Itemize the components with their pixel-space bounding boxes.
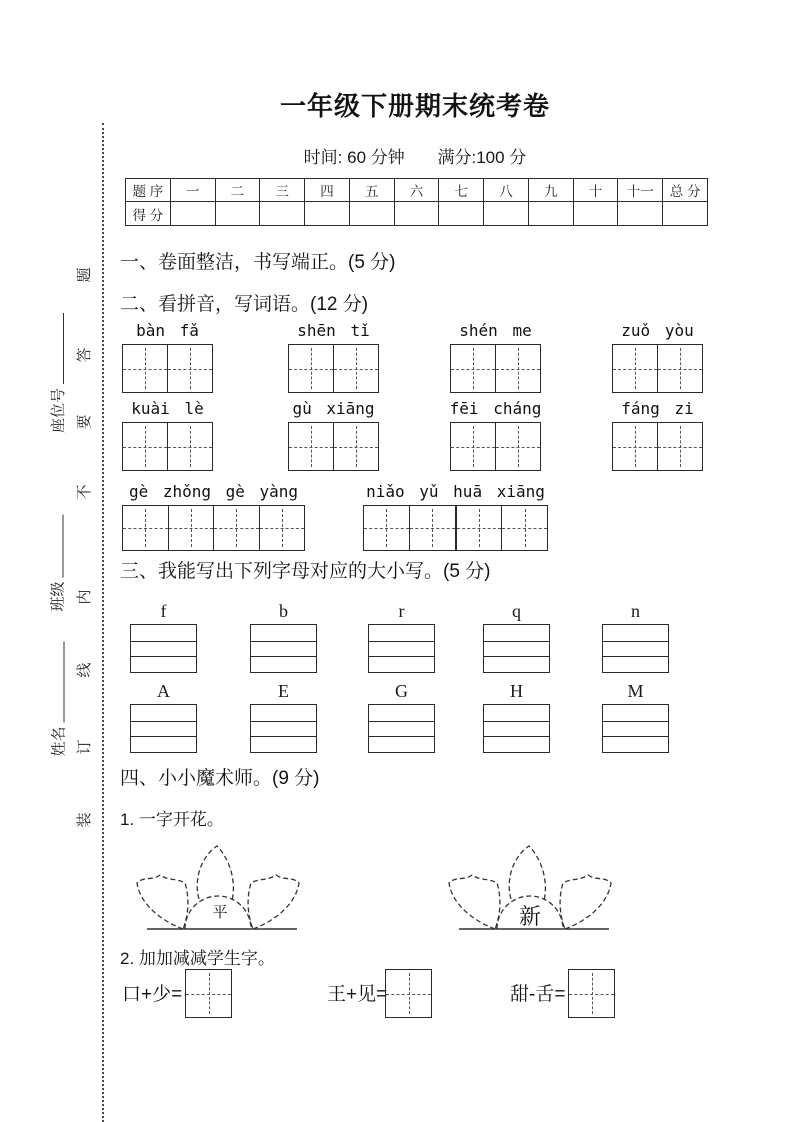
equation-text: 王+见= — [327, 984, 388, 1005]
pinyin-label: kuài lè — [131, 399, 204, 418]
seat-number-label: 座位号 — [50, 387, 67, 433]
pinyin-item — [450, 320, 541, 393]
score-cell — [215, 202, 260, 226]
letter-item — [130, 600, 197, 673]
binding-char: 装 — [76, 812, 93, 828]
writing-grid — [288, 422, 379, 471]
column-header: 六 — [394, 179, 439, 202]
writing-cell — [123, 423, 167, 470]
letter-answer-box — [250, 704, 317, 753]
letter-label: b — [279, 601, 288, 621]
pinyin-label: fáng zi — [621, 399, 694, 418]
letter-answer-box — [483, 624, 550, 673]
binding-char: 要 — [76, 414, 93, 430]
seat-number-blank — [63, 313, 64, 384]
name-label: 姓名 — [50, 726, 68, 757]
pinyin-item — [288, 398, 379, 471]
letter-label: r — [398, 601, 405, 621]
score-label: 得 分 — [126, 202, 171, 226]
score-cell — [305, 202, 350, 226]
letter-label: E — [278, 681, 289, 701]
equation-text: 口+少= — [122, 984, 183, 1005]
writing-cell — [259, 506, 305, 550]
letter-item — [130, 680, 197, 753]
pinyin-item — [288, 320, 379, 393]
letter-label: M — [627, 681, 644, 701]
writing-cell — [167, 345, 212, 392]
score-row — [126, 202, 708, 226]
pinyin-label: bàn fǎ — [136, 321, 199, 340]
pinyin-label: zuǒ yòu — [621, 321, 694, 340]
letter-item — [368, 680, 435, 753]
class-label: 班级 — [49, 581, 67, 612]
writing-grid — [288, 344, 379, 393]
writing-cell — [333, 423, 378, 470]
flower-petal — [560, 875, 611, 929]
writing-cell — [168, 506, 214, 550]
pinyin-item — [122, 320, 213, 393]
column-header: 七 — [439, 179, 484, 202]
score-cell — [573, 202, 618, 226]
writing-grid — [612, 344, 703, 393]
writing-cell — [495, 345, 540, 392]
writing-grid — [450, 422, 541, 471]
letter-item — [483, 600, 550, 673]
letter-item — [602, 680, 669, 753]
class-field — [46, 515, 68, 612]
writing-cell — [613, 345, 657, 392]
question-order-label: 题 序 — [126, 179, 171, 202]
writing-cell — [451, 345, 495, 392]
letter-answer-box — [483, 704, 550, 753]
score-cell — [528, 202, 573, 226]
section-3-title: 三、我能写出下列字母对应的大小写。(5 分) — [120, 561, 491, 582]
letter-label: f — [160, 601, 167, 621]
pinyin-label: shén me — [459, 321, 532, 340]
letter-answer-box — [130, 704, 197, 753]
letter-answer-box — [130, 624, 197, 673]
score-cell — [170, 202, 215, 226]
score-cell — [618, 202, 663, 226]
column-header: 三 — [260, 179, 305, 202]
class-blank — [63, 515, 64, 578]
column-header: 十 — [573, 179, 618, 202]
binding-char: 题 — [76, 267, 93, 283]
letter-label: G — [395, 681, 408, 701]
pinyin-item — [122, 481, 305, 551]
binding-char: 不 — [76, 484, 93, 500]
seat-number-field — [46, 313, 68, 433]
letter-item — [483, 680, 550, 753]
column-header: 十一 — [618, 179, 663, 202]
score-cell — [394, 202, 439, 226]
equation-answer-cell — [385, 969, 432, 1018]
writing-grid — [122, 422, 213, 471]
pinyin-label: gè zhǒng gè yàng — [128, 482, 299, 501]
binding-char: 线 — [76, 662, 93, 678]
binding-char: 内 — [76, 589, 93, 605]
writing-cell — [409, 506, 455, 550]
binding-dotted-line — [102, 123, 104, 1122]
writing-cell — [495, 423, 540, 470]
letter-answer-box — [250, 624, 317, 673]
equation-text: 甜-舌= — [510, 984, 566, 1005]
time-info: 时间: 60 分钟 — [303, 148, 405, 167]
writing-cell — [613, 423, 657, 470]
score-cell — [260, 202, 305, 226]
score-cell — [349, 202, 394, 226]
flower-petal — [509, 846, 545, 901]
writing-grid — [122, 344, 213, 393]
letter-label: A — [157, 681, 170, 701]
writing-grid — [363, 505, 548, 551]
pinyin-label: gù xiāng — [292, 399, 375, 418]
question-number-row — [126, 179, 708, 202]
binding-char: 答 — [76, 347, 93, 363]
pinyin-item — [612, 398, 703, 471]
writing-cell — [289, 423, 333, 470]
section-2-title: 二、看拼音，写词语。(12 分) — [120, 294, 369, 315]
letter-answer-box — [602, 624, 669, 673]
section-4-item-1: 1. 一字开花。 — [120, 810, 224, 829]
flower-petal — [197, 846, 233, 901]
writing-cell — [289, 345, 333, 392]
equation-answer-cell — [568, 969, 615, 1018]
pinyin-label: fēi cháng — [449, 399, 542, 418]
writing-cell — [364, 506, 409, 550]
letter-item — [250, 680, 317, 753]
column-header: 八 — [484, 179, 529, 202]
section-4-item-2: 2. 加加减减学生字。 — [120, 949, 275, 968]
letter-label: H — [510, 681, 523, 701]
letter-answer-box — [368, 704, 435, 753]
flower-petal — [248, 875, 299, 929]
letter-item — [250, 600, 317, 673]
page-title: 一年级下册期末统考卷 — [279, 91, 550, 121]
pinyin-item — [450, 398, 541, 471]
letter-item — [368, 600, 435, 673]
full-score-info: 满分:100 分 — [437, 148, 527, 167]
writing-cell — [657, 423, 702, 470]
letter-item — [602, 600, 669, 673]
letter-answer-box — [602, 704, 669, 753]
column-header: 总 分 — [663, 179, 708, 202]
pinyin-item — [612, 320, 703, 393]
name-field — [47, 642, 69, 757]
score-table — [125, 178, 708, 226]
flower-seed-char: 平 — [212, 904, 228, 921]
score-cell — [484, 202, 529, 226]
letter-label: q — [512, 601, 521, 621]
letter-label: n — [631, 601, 640, 621]
writing-grid — [612, 422, 703, 471]
flower-seed-char: 新 — [518, 904, 541, 929]
column-header: 九 — [528, 179, 573, 202]
pinyin-label: shēn tǐ — [297, 321, 370, 340]
column-header: 二 — [215, 179, 260, 202]
writing-cell — [501, 506, 547, 550]
writing-cell — [455, 506, 502, 550]
score-cell — [439, 202, 484, 226]
writing-grid — [450, 344, 541, 393]
column-header: 五 — [349, 179, 394, 202]
name-blank — [64, 642, 65, 723]
column-header: 四 — [305, 179, 350, 202]
writing-cell — [123, 506, 168, 550]
pinyin-label: niǎo yǔ huā xiāng — [366, 482, 545, 501]
column-header: 一 — [170, 179, 215, 202]
writing-cell — [167, 423, 212, 470]
flower-petal — [449, 875, 500, 929]
score-cell — [663, 202, 708, 226]
pinyin-item — [363, 481, 548, 551]
letter-answer-box — [368, 624, 435, 673]
writing-cell — [333, 345, 378, 392]
writing-cell — [451, 423, 495, 470]
writing-grid — [122, 505, 305, 551]
writing-cell — [657, 345, 702, 392]
page-subtitle — [120, 143, 710, 168]
section-1-title: 一、卷面整洁，书写端正。(5 分) — [120, 252, 396, 273]
binding-char: 订 — [76, 739, 93, 755]
equation-answer-cell — [185, 969, 232, 1018]
flower-petal — [137, 875, 188, 929]
writing-cell — [123, 345, 167, 392]
section-4-title: 四、小小魔术师。(9 分) — [120, 768, 320, 789]
pinyin-item — [122, 398, 213, 471]
writing-cell — [213, 506, 259, 550]
